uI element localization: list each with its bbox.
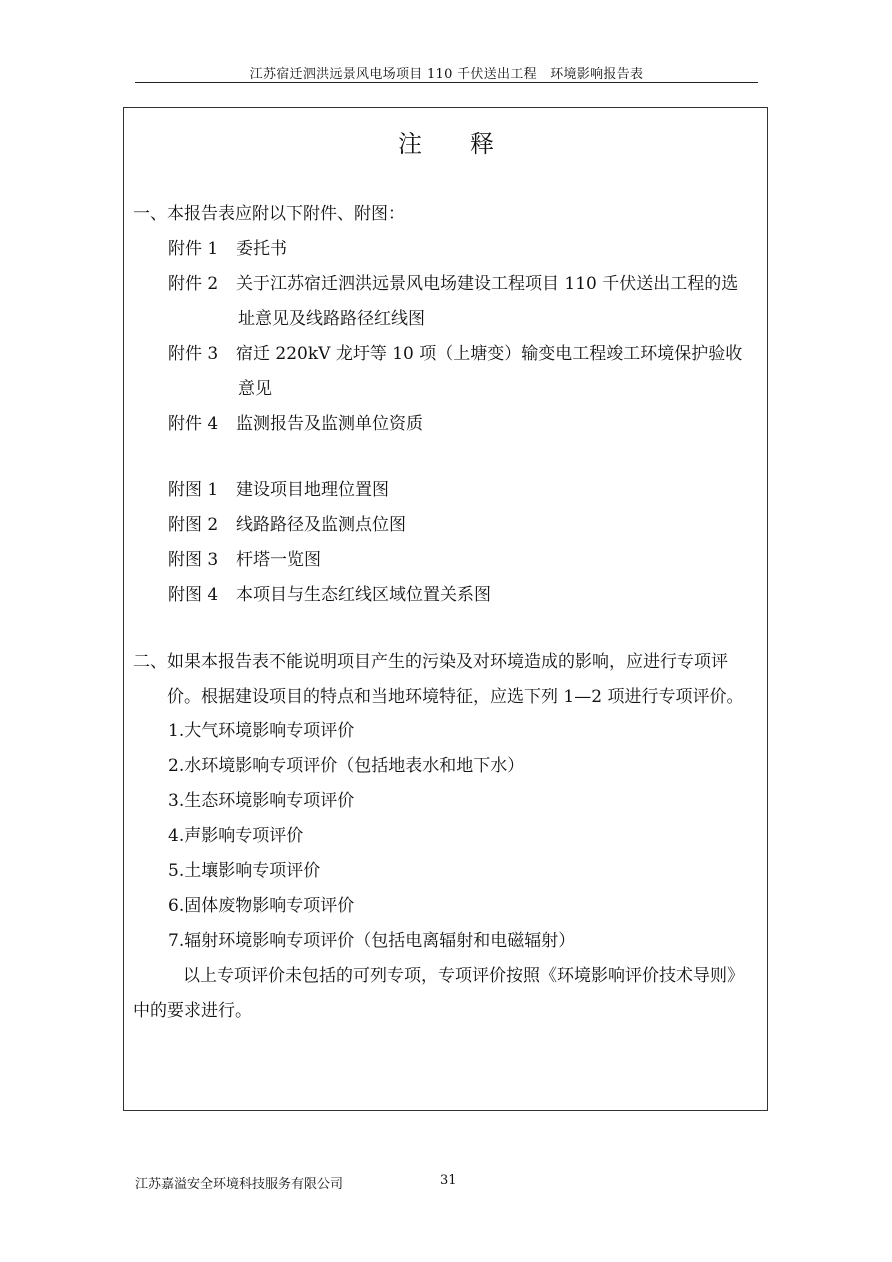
attachment-2-cont: 址意见及线路路径红线图 [238, 309, 425, 329]
eval-item-1: 1.大气环境影响专项评价 [168, 721, 355, 741]
title-char-1: 注 [398, 130, 422, 158]
page-number: 31 [440, 1173, 457, 1188]
figure-2-text: 线路路径及监测点位图 [236, 515, 406, 535]
attachment-3-cont: 意见 [238, 379, 272, 399]
attachment-1-label: 附件 1 [168, 239, 219, 259]
figure-3-label: 附图 3 [168, 550, 219, 570]
content-box [123, 107, 768, 1111]
attachment-1-text: 委托书 [236, 239, 287, 259]
attachment-3-label: 附件 3 [168, 344, 219, 364]
eval-item-6: 6.固体废物影响专项评价 [168, 896, 355, 916]
section1-heading: 一、本报告表应附以下附件、附图： [133, 204, 405, 224]
section2-heading-line2: 价。根据建设项目的特点和当地环境特征，应选下列 1—2 项进行专项评价。 [167, 687, 744, 707]
eval-item-4: 4.声影响专项评价 [168, 826, 304, 846]
eval-item-7: 7.辐射环境影响专项评价（包括电离辐射和电磁辐射） [168, 931, 576, 951]
figure-3-text: 杆塔一览图 [236, 550, 321, 570]
footer-company: 江苏嘉溢安全环境科技服务有限公司 [135, 1177, 344, 1192]
eval-item-3: 3.生态环境影响专项评价 [168, 791, 355, 811]
eval-item-5: 5.土壤影响专项评价 [168, 861, 321, 881]
title-char-2: 释 [470, 130, 494, 158]
figure-4-label: 附图 4 [168, 585, 219, 605]
attachment-4-text: 监测报告及监测单位资质 [236, 414, 423, 434]
note-line1: 以上专项评价未包括的可列专项，专项评价按照《环境影响评价技术导则》 [183, 966, 744, 986]
eval-item-2: 2.水环境影响专项评价（包括地表水和地下水） [168, 756, 525, 776]
figure-4-text: 本项目与生态红线区域位置关系图 [236, 585, 491, 605]
attachment-2-label: 附件 2 [168, 274, 219, 294]
section2-heading-line1: 二、如果本报告表不能说明项目产生的污染及对环境造成的影响，应进行专项评 [133, 652, 728, 672]
page-title [0, 124, 892, 159]
note-line2: 中的要求进行。 [133, 1001, 252, 1021]
figure-1-label: 附图 1 [168, 480, 219, 500]
attachment-2-text: 关于江苏宿迁泗洪远景风电场建设工程项目 110 千伏送出工程的选 [236, 274, 739, 294]
figure-1-text: 建设项目地理位置图 [236, 480, 389, 500]
header-rule [135, 82, 758, 83]
attachment-3-text: 宿迁 220kV 龙圩等 10 项（上塘变）输变电工程竣工环境保护验收 [236, 344, 743, 364]
attachment-4-label: 附件 4 [168, 414, 219, 434]
figure-2-label: 附图 2 [168, 515, 219, 535]
header-title: 江苏宿迁泗洪远景风电场项目 110 千伏送出工程 环境影响报告表 [249, 67, 644, 82]
